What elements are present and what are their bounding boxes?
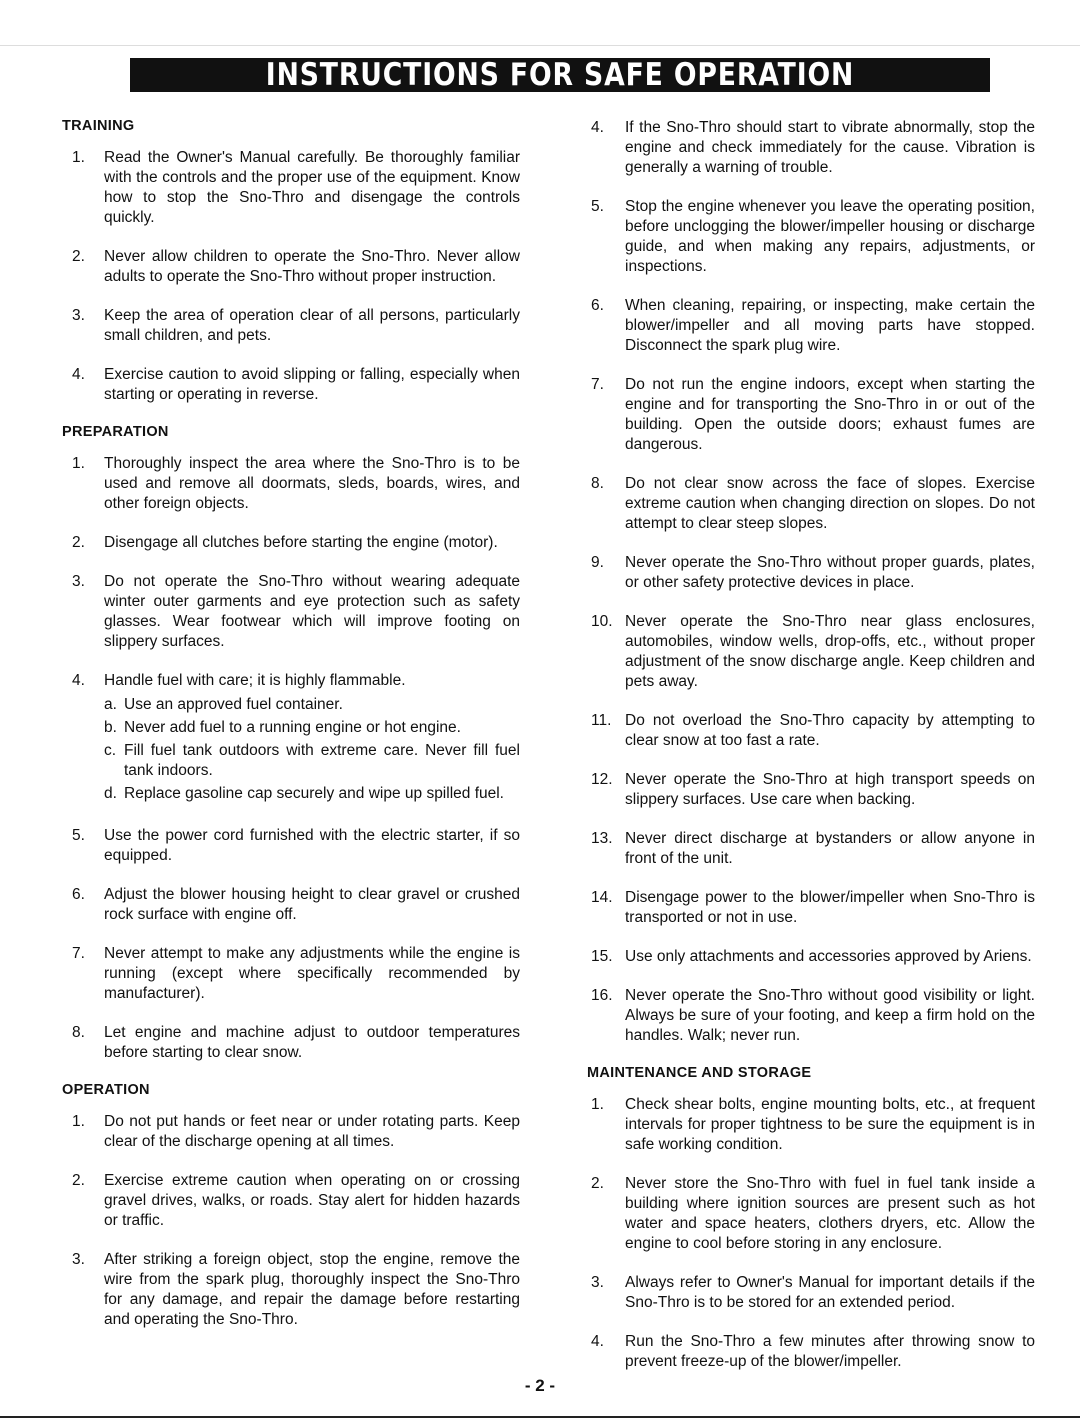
item-number: 3. [72, 573, 85, 590]
item-text: When cleaning, repairing, or inspecting, make certain the blower/impeller and all moving parts have stopped. Disconnect the spark plug wire. [625, 297, 1035, 354]
list-item [585, 770, 1035, 810]
sub-item [104, 741, 520, 781]
item-text: Never allow children to operate the Sno-Thro. Never allow adults to operate the Sno-Thro without proper instruction. [104, 248, 520, 285]
list-item [585, 612, 1035, 692]
item-text: Let engine and machine adjust to outdoor temperatures before starting to clear snow. [104, 1024, 520, 1061]
item-text: After striking a foreign object, stop the engine, remove the wire from the spark plug, thoroughly inspect the Sno-Thro for any damage, and repair the damage before restarting and operating the Sno-Thro. [104, 1251, 520, 1328]
item-number: 14. [591, 889, 613, 906]
item-text: Disengage power to the blower/impeller when Sno-Thro is transported or not in use. [625, 889, 1035, 926]
item-number: 2. [72, 1172, 85, 1189]
section-heading: PREPARATION [62, 424, 169, 440]
item-number: 6. [72, 886, 85, 903]
item-text: Exercise extreme caution when operating on or crossing gravel drives, walks, or roads. Stay alert for hidden hazards or traffic. [104, 1172, 520, 1229]
list-item [60, 365, 520, 405]
sub-item [104, 718, 520, 738]
item-text: Do not put hands or feet near or under rotating parts. Keep clear of the discharge opening at all times. [104, 1113, 520, 1150]
item-text: Disengage all clutches before starting the engine (motor). [104, 534, 498, 551]
list-item [60, 944, 520, 1004]
item-number: 5. [591, 198, 604, 215]
sub-letter: b. [104, 719, 117, 736]
sub-item [104, 695, 520, 715]
list-item [60, 533, 520, 553]
item-text: Do not operate the Sno-Thro without wearing adequate winter outer garments and eye protection such as safety glasses. Wear footwear which will improve footing on slippery surfaces. [104, 573, 520, 650]
item-text: Never attempt to make any adjustments while the engine is running (except where specifically recommended by manufacturer). [104, 945, 520, 1002]
list-item [585, 296, 1035, 356]
list-item [60, 454, 520, 514]
item-text: Thoroughly inspect the area where the Sno-Thro is to be used and remove all doormats, sleds, boards, wires, and other foreign objects. [104, 455, 520, 512]
item-text: Do not run the engine indoors, except when starting the engine and for transporting the Sno-Thro in or out of the building. Open the outside doors; exhaust fumes are dangerous. [625, 376, 1035, 453]
list-item [60, 247, 520, 287]
sub-text: Use an approved fuel container. [124, 696, 343, 713]
bottom-rule [0, 1416, 1080, 1418]
item-text: Handle fuel with care; it is highly flammable. [104, 672, 406, 689]
list-item [60, 572, 520, 652]
list-item [585, 986, 1035, 1046]
item-text: Keep the area of operation clear of all persons, particularly small children, and pets. [104, 307, 520, 344]
item-text: Always refer to Owner's Manual for important details if the Sno-Thro is to be stored for an extended period. [625, 1274, 1035, 1311]
item-number: 3. [72, 307, 85, 324]
item-text: Read the Owner's Manual carefully. Be thoroughly familiar with the controls and the proper use of the equipment. Know how to stop the Sno-Thro and disengage the controls quickly. [104, 149, 520, 226]
item-number: 4. [591, 1333, 604, 1350]
item-number: 5. [72, 827, 85, 844]
item-number: 3. [72, 1251, 85, 1268]
section-training [60, 118, 520, 405]
item-text: Stop the engine whenever you leave the operating position, before unclogging the blower/impeller housing or discharge guide, and when making any repairs, adjustments, or inspections. [625, 198, 1035, 275]
item-number: 10. [591, 613, 613, 630]
item-text: Run the Sno-Thro a few minutes after throwing snow to prevent freeze-up of the blower/impeller. [625, 1333, 1035, 1370]
item-number: 1. [72, 455, 85, 472]
section-heading: TRAINING [62, 118, 135, 134]
item-number: 15. [591, 948, 613, 965]
section-operation [60, 1082, 520, 1330]
section-heading: MAINTENANCE AND STORAGE [587, 1065, 812, 1081]
sub-list [104, 695, 520, 804]
list-item [60, 1112, 520, 1152]
sub-letter: a. [104, 696, 117, 713]
list-item [585, 1095, 1035, 1155]
list-item [585, 474, 1035, 534]
sub-letter: c. [104, 742, 117, 759]
page-number: - 2 - [524, 1376, 556, 1395]
sub-text: Fill fuel tank outdoors with extreme care. Never fill fuel tank indoors. [124, 742, 520, 779]
list-item [585, 1174, 1035, 1254]
right-column [585, 118, 1035, 1391]
list-item [60, 1171, 520, 1231]
item-number: 4. [72, 366, 85, 383]
sub-item [104, 784, 520, 804]
item-text: Adjust the blower housing height to clear gravel or crushed rock surface with engine off. [104, 886, 520, 923]
list-item [60, 148, 520, 228]
list-item [585, 118, 1035, 178]
item-number: 1. [591, 1096, 604, 1113]
list-item [60, 885, 520, 925]
item-text: Never operate the Sno-Thro at high transport speeds on slippery surfaces. Use care when backing. [625, 771, 1035, 808]
item-number: 1. [72, 149, 85, 166]
list-item [60, 1023, 520, 1063]
item-number: 16. [591, 987, 613, 1004]
item-text: Use only attachments and accessories approved by Ariens. [625, 948, 1032, 965]
section-preparation [60, 424, 520, 1063]
item-text: Exercise caution to avoid slipping or falling, especially when starting or operating in reverse. [104, 366, 520, 403]
item-number: 2. [72, 248, 85, 265]
list-item [60, 1250, 520, 1330]
item-number: 8. [591, 475, 604, 492]
section-operation-continued [585, 118, 1035, 1046]
sub-text: Replace gasoline cap securely and wipe up spilled fuel. [124, 785, 504, 802]
list-item [585, 1332, 1035, 1372]
list-item [60, 826, 520, 866]
list-item [60, 671, 520, 807]
list-item [585, 711, 1035, 751]
list-item [585, 829, 1035, 869]
list-item [585, 947, 1035, 967]
item-body [104, 671, 520, 807]
item-number: 3. [591, 1274, 604, 1291]
item-number: 6. [591, 297, 604, 314]
item-number: 2. [72, 534, 85, 551]
list-item [585, 375, 1035, 455]
item-number: 7. [591, 376, 604, 393]
list-item [585, 1273, 1035, 1313]
item-text: Do not clear snow across the face of slopes. Exercise extreme caution when changing direction on slopes. Do not attempt to clear steep slopes. [625, 475, 1035, 532]
item-number: 7. [72, 945, 85, 962]
item-text: Never operate the Sno-Thro near glass enclosures, automobiles, window wells, drop-offs, etc., without proper adjustment of the snow discharge angle. Keep children and pets away. [625, 613, 1035, 690]
item-number: 2. [591, 1175, 604, 1192]
item-number: 4. [591, 119, 604, 136]
item-text: Use the power cord furnished with the electric starter, if so equipped. [104, 827, 520, 864]
item-number: 11. [591, 712, 612, 729]
top-rule [0, 45, 1080, 46]
item-text: Do not overload the Sno-Thro capacity by attempting to clear snow at too fast a rate. [625, 712, 1035, 749]
section-maintenance-storage [585, 1065, 1035, 1372]
list-item [60, 306, 520, 346]
item-number: 12. [591, 771, 613, 788]
list-item [585, 197, 1035, 277]
item-number: 9. [591, 554, 604, 571]
item-text: Never store the Sno-Thro with fuel in fuel tank inside a building where ignition sources are present such as hot water and space heaters, clothers dryers, etc. Allow the engine to cool before storing in any enclosure. [625, 1175, 1035, 1252]
sub-text: Never add fuel to a running engine or hot engine. [124, 719, 461, 736]
item-text: Check shear bolts, engine mounting bolts, etc., at frequent intervals for proper tightness to be sure the equipment is in safe working condition. [625, 1096, 1035, 1153]
section-heading: OPERATION [62, 1082, 150, 1098]
left-column [60, 118, 520, 1349]
item-text: Never operate the Sno-Thro without proper guards, plates, or other safety protective devices in place. [625, 554, 1035, 591]
item-text: Never operate the Sno-Thro without good visibility or light. Always be sure of your footing, and keep a firm hold on the handles. Walk; never run. [625, 987, 1035, 1044]
item-text: If the Sno-Thro should start to vibrate abnormally, stop the engine and check immediately for the cause. Vibration is generally a warning of trouble. [625, 119, 1035, 176]
item-number: 8. [72, 1024, 85, 1041]
item-number: 13. [591, 830, 613, 847]
item-text: Never direct discharge at bystanders or allow anyone in front of the unit. [625, 830, 1035, 867]
sub-letter: d. [104, 785, 117, 802]
item-number: 1. [72, 1113, 85, 1130]
item-number: 4. [72, 672, 85, 689]
list-item [585, 553, 1035, 593]
page-title: INSTRUCTIONS FOR SAFE OPERATION [130, 58, 990, 92]
list-item [585, 888, 1035, 928]
